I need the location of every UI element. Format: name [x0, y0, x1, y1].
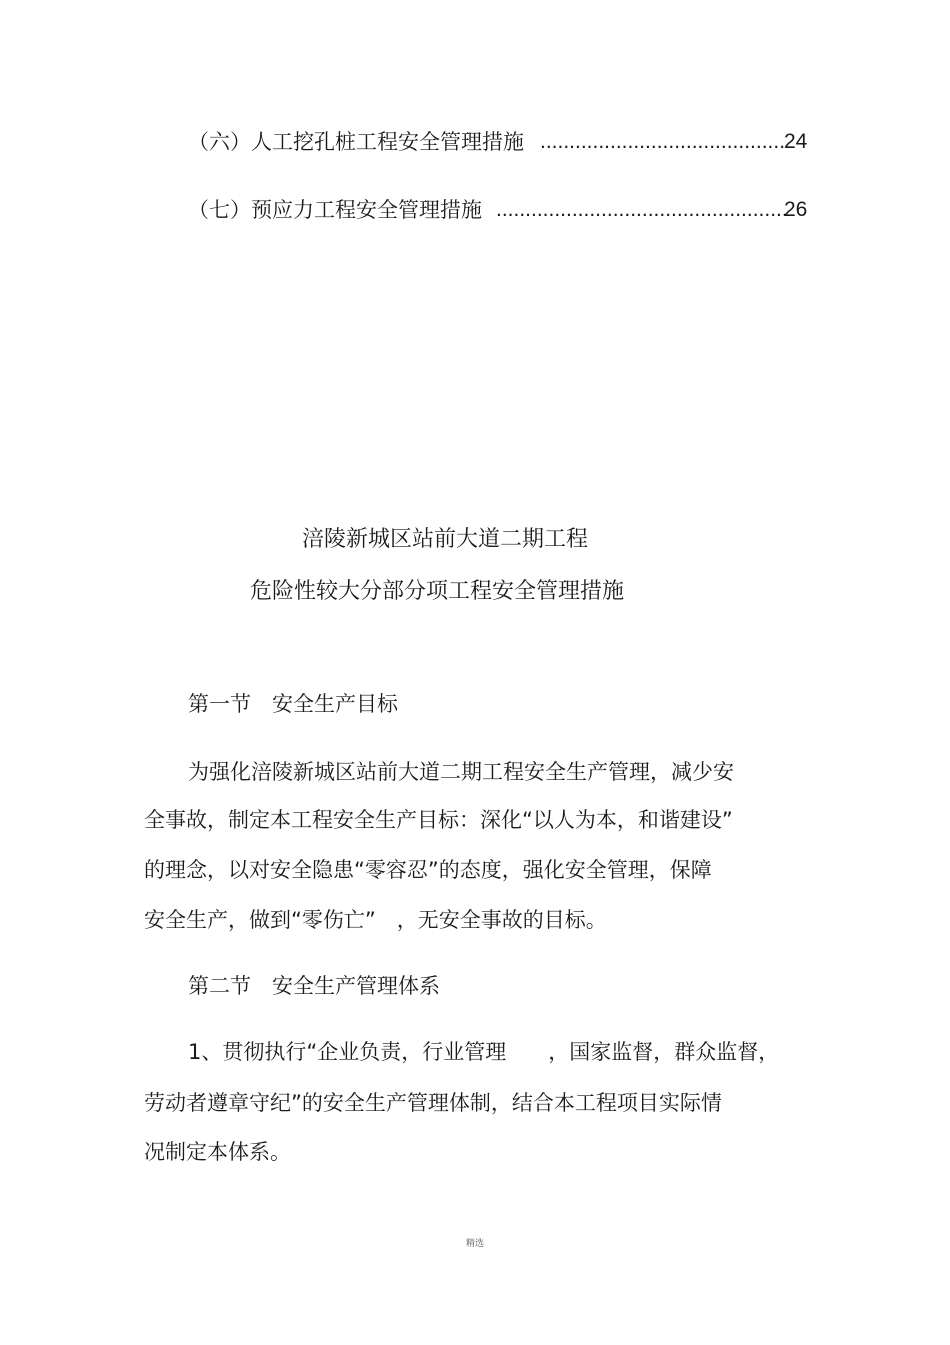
paragraph-line: 为强化涪陵新城区站前大道二期工程安全生产管理，减少安 — [188, 760, 734, 784]
paragraph-line: 的理念，以对安全隐患“零容忍”的态度，强化安全管理，保障 — [144, 858, 712, 882]
section-heading: 第二节 安全生产管理体系 — [188, 974, 440, 998]
paragraph-line: 安全生产，做到“零伤亡” ，无安全事故的目标。 — [144, 908, 607, 932]
toc-entry-label: （七）预应力工程安全管理措施 — [188, 198, 482, 222]
toc-entry-page: 26 — [784, 198, 808, 221]
paragraph-line: 况制定本体系。 — [144, 1140, 291, 1164]
toc-entry-label: （六）人工挖孔桩工程安全管理措施 — [188, 130, 524, 154]
paragraph-line: 1、贯彻执行“企业负责，行业管理 ，国家监督，群众监督， — [188, 1040, 780, 1064]
toc-entry-leader: .................................................. — [496, 198, 788, 221]
toc-entry-page: 24 — [784, 130, 808, 153]
document-title-line2: 危险性较大分部分项工程安全管理措施 — [250, 579, 625, 604]
paragraph-line: 劳动者遵章守纪”的安全生产管理体制，结合本工程项目实际情 — [144, 1091, 722, 1115]
page-footer: 精选 — [466, 1239, 485, 1249]
toc-entry-leader: .......................................... — [540, 130, 786, 153]
paragraph-line: 全事故，制定本工程安全生产目标：深化“以人为本，和谐建设” — [144, 808, 733, 832]
section-heading: 第一节 安全生产目标 — [188, 692, 398, 716]
document-title-line1: 涪陵新城区站前大道二期工程 — [302, 527, 589, 552]
